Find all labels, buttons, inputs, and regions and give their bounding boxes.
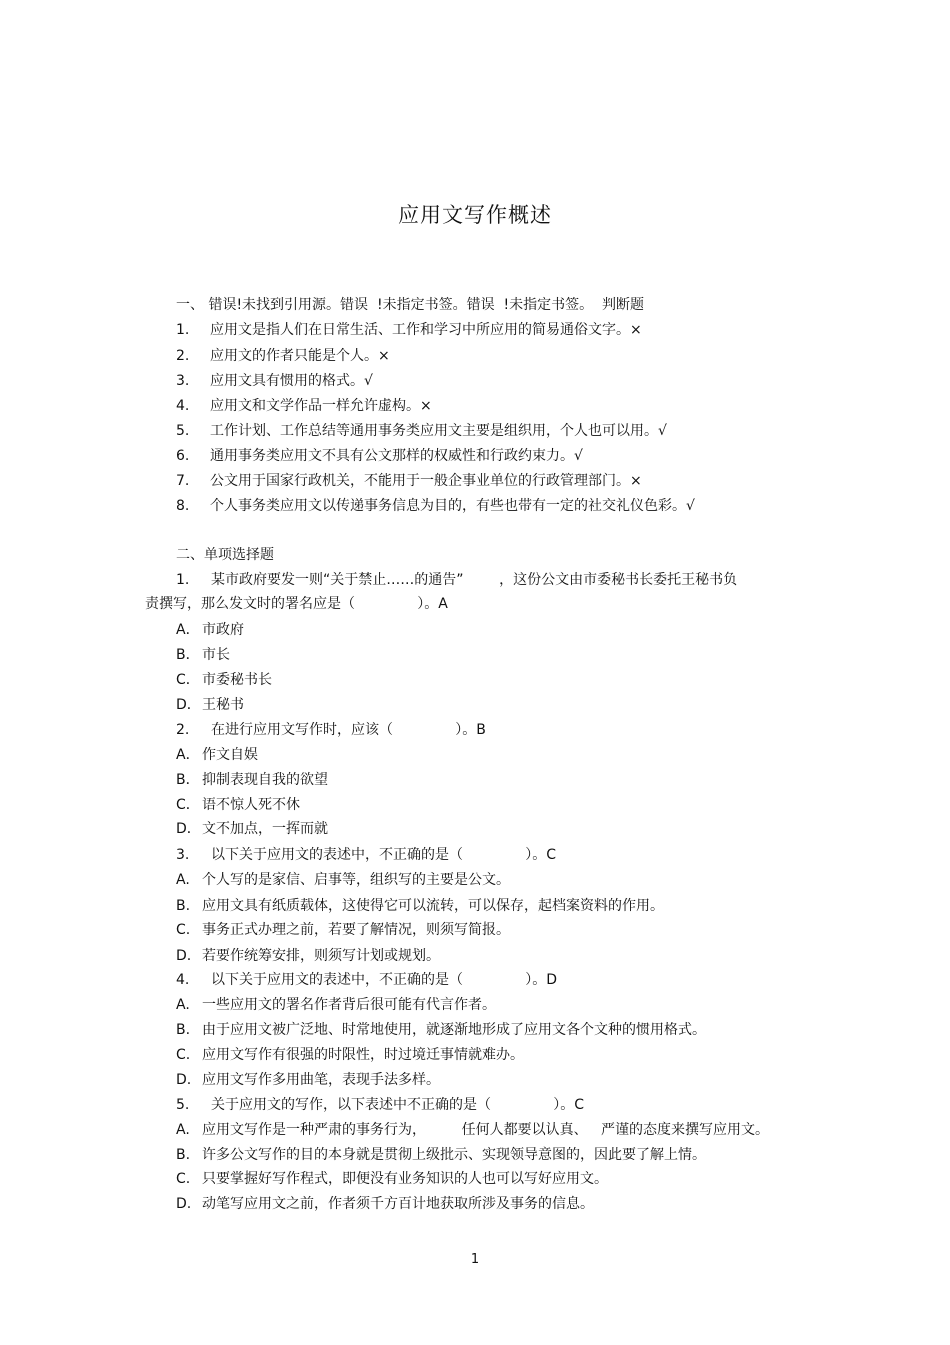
judge-item <box>176 321 642 339</box>
judge-item <box>176 372 373 390</box>
section1-heading: 一、 错误!未找到引用源。错误 !未指定书签。错误 !未指定书签。 判断题 <box>176 297 644 313</box>
option-label: B. <box>176 1147 191 1163</box>
item-number: 2. <box>176 348 190 364</box>
option <box>176 996 496 1014</box>
option-label: D. <box>176 948 192 964</box>
option-text: 应用文写作是一种严肃的事务行为， 任何人都要以认真、 严谨的态度来撰写应用文。 <box>202 1122 769 1138</box>
option <box>176 1195 594 1213</box>
option-text: 个人写的是家信、启事等，组织写的主要是公文。 <box>202 872 510 888</box>
item-number: 1. <box>176 322 190 338</box>
option-label: A. <box>176 872 190 888</box>
question-stem <box>176 1096 584 1114</box>
option-text: 作文自娱 <box>202 747 258 763</box>
option <box>176 871 510 889</box>
option <box>176 1021 706 1039</box>
judge-item <box>176 397 432 415</box>
document-title: 应用文写作概述 <box>398 203 552 227</box>
option <box>176 1146 706 1164</box>
option-text: 市长 <box>202 647 230 663</box>
option-label: D． <box>176 697 201 713</box>
option-text: 市政府 <box>202 622 244 638</box>
item-text: 工作计划、工作总结等通用事务类应用文主要是组织用，个人也可以用。√ <box>210 423 667 439</box>
judge-item <box>176 347 390 365</box>
option-label: A． <box>176 747 200 763</box>
option-label: B． <box>176 647 200 663</box>
option-label: B． <box>176 772 200 788</box>
option <box>176 947 440 965</box>
option-label: C. <box>176 922 191 938</box>
item-number: 3. <box>176 373 190 389</box>
option-label: C． <box>176 672 200 688</box>
question-stem <box>176 846 556 864</box>
option-text: 只要掌握好写作程式，即便没有业务知识的人也可以写好应用文。 <box>202 1171 608 1187</box>
item-text: 公文用于国家行政机关，不能用于一般企事业单位的行政管理部门。× <box>210 473 642 489</box>
judge-item <box>176 422 667 440</box>
question-stem-continued: 责撰写，那么发文时的署名应是（ ）。A <box>145 596 448 612</box>
option-label: A． <box>176 622 200 638</box>
question-number: 2. <box>176 722 190 738</box>
option-text: 语不惊人死不休 <box>202 797 300 813</box>
option-text: 王秘书 <box>202 697 244 713</box>
question-text: 以下关于应用文的表述中，不正确的是（ ）。D <box>211 972 558 988</box>
option-label: A. <box>176 1122 190 1138</box>
option-text: 许多公文写作的目的本身就是贯彻上级批示、实现领导意图的，因此要了解上情。 <box>202 1147 706 1163</box>
question-number: 3. <box>176 847 190 863</box>
option <box>176 1071 440 1089</box>
question-text: 关于应用文的写作，以下表述中不正确的是（ ）。C <box>211 1097 585 1113</box>
judge-item <box>176 472 642 490</box>
option-text: 若要作统筹安排，则须写计划或规划。 <box>202 948 440 964</box>
judge-item <box>176 447 583 465</box>
option-label: D． <box>176 821 201 837</box>
question-number: 5. <box>176 1097 190 1113</box>
section2-heading: 二、单项选择题 <box>176 547 274 563</box>
option <box>176 820 328 838</box>
option <box>176 1046 524 1064</box>
option-text: 应用文具有纸质载体，这使得它可以流转，可以保存，起档案资料的作用。 <box>202 898 664 914</box>
option-text: 应用文写作多用曲笔，表现手法多样。 <box>202 1072 440 1088</box>
item-text: 应用文的作者只能是个人。× <box>210 348 390 364</box>
option <box>176 1121 769 1139</box>
question-stem <box>176 571 737 589</box>
question-text: 以下关于应用文的表述中，不正确的是（ ）。C <box>211 847 557 863</box>
option-label: B. <box>176 898 191 914</box>
option-text: 应用文写作有很强的时限性，时过境迁事情就难办。 <box>202 1047 524 1063</box>
item-text: 应用文是指人们在日常生活、工作和学习中所应用的简易通俗文字。× <box>210 322 642 338</box>
item-text: 应用文和文学作品一样允许虚构。× <box>210 398 432 414</box>
item-text: 个人事务类应用文以传递事务信息为目的，有些也带有一定的社交礼仪色彩。√ <box>210 498 695 514</box>
option <box>176 621 244 639</box>
option-label: D. <box>176 1196 192 1212</box>
option <box>176 646 230 664</box>
option <box>176 696 244 714</box>
question-number: 4. <box>176 972 190 988</box>
item-number: 5. <box>176 423 190 439</box>
option-text: 抑制表现自我的欲望 <box>202 772 328 788</box>
option-text: 文不加点，一挥而就 <box>202 821 328 837</box>
option-label: C. <box>176 1171 191 1187</box>
option-label: C. <box>176 1047 191 1063</box>
page-number: 1 <box>470 1252 480 1267</box>
option-text: 事务正式办理之前，若要了解情况，则须写简报。 <box>202 922 510 938</box>
option <box>176 771 328 789</box>
item-number: 4. <box>176 398 190 414</box>
option-label: B. <box>176 1022 191 1038</box>
option <box>176 1170 608 1188</box>
question-text: 某市政府要发一则“关于禁止……的通告” ，这份公文由市委秘书长委托王秘书负 <box>211 572 738 588</box>
option-label: C． <box>176 797 200 813</box>
item-text: 通用事务类应用文不具有公文那样的权威性和行政约束力。√ <box>210 448 583 464</box>
judge-item <box>176 497 695 515</box>
option <box>176 671 272 689</box>
option-text: 由于应用文被广泛地、时常地使用，就逐渐地形成了应用文各个文种的惯用格式。 <box>202 1022 706 1038</box>
option-label: D. <box>176 1072 192 1088</box>
option-text: 市委秘书长 <box>202 672 272 688</box>
item-text: 应用文具有惯用的格式。√ <box>210 373 373 389</box>
option <box>176 897 664 915</box>
question-stem <box>176 971 557 989</box>
option-text: 动笔写应用文之前，作者须千方百计地获取所涉及事务的信息。 <box>202 1196 594 1212</box>
option-label: A. <box>176 997 190 1013</box>
item-number: 6. <box>176 448 190 464</box>
option-text: 一些应用文的署名作者背后很可能有代言作者。 <box>202 997 496 1013</box>
option <box>176 746 258 764</box>
question-number: 1. <box>176 572 190 588</box>
item-number: 8. <box>176 498 190 514</box>
option <box>176 796 300 814</box>
question-text: 在进行应用文写作时，应该（ ）。B <box>211 722 486 738</box>
question-stem <box>176 721 486 739</box>
option <box>176 921 510 939</box>
item-number: 7. <box>176 473 190 489</box>
